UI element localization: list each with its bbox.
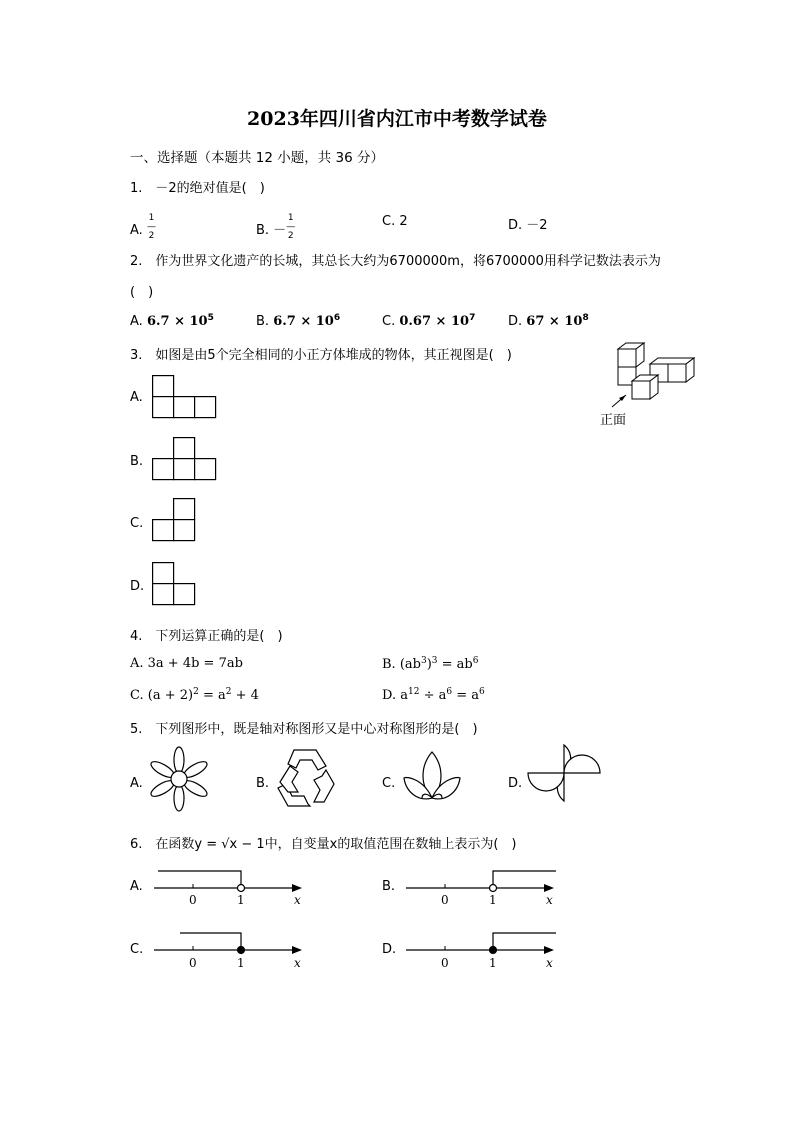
fraction-half: 1 — 2 <box>286 213 296 241</box>
lotus-figure <box>402 750 462 808</box>
question-5: 5. 下列图形中，既是轴对称图形又是中心对称图形的是( ) <box>130 722 478 737</box>
q3-option-d: D. <box>130 579 145 594</box>
tick-0: 0 <box>441 893 449 907</box>
q1-option-a: A. 1 — 2 <box>130 213 156 241</box>
tick-0: 0 <box>441 956 449 970</box>
question-6: 6. 在函数y = √x − 1中，自变量x的取值范围在数轴上表示为( ) <box>130 837 517 852</box>
q1-option-b: B. －1 — 2 <box>256 213 296 241</box>
question-2: 2. 作为世界文化遗产的长城，其总长大约为6700000m，将6700000用科学记数法表示为 <box>130 254 661 269</box>
tick-1: 1 <box>489 893 497 907</box>
numberline-d <box>402 930 562 974</box>
q4-option-a: A. 3a + 4b = 7ab <box>130 656 243 671</box>
q3-option-a: A. <box>130 390 143 405</box>
fraction-half: 1 — 2 <box>146 213 156 241</box>
q6-option-d: D. <box>382 942 397 957</box>
question-1: 1. －2的绝对值是( ) <box>130 181 265 196</box>
cube-stack-figure <box>604 340 694 410</box>
q5-option-d: D. <box>508 776 523 791</box>
tick-1: 1 <box>489 956 497 970</box>
q4-option-c: C. $(a + 2)^2 = a^2 + 4$ <box>130 687 259 703</box>
q6-option-a: A. <box>130 879 143 894</box>
q6-option-b: B. <box>382 879 396 894</box>
q4-option-b: B. $(ab^3)^3 = ab^6$ <box>382 656 479 672</box>
numberline-b <box>402 868 562 912</box>
page-title: 2023年四川省内江市中考数学试卷 <box>247 108 547 130</box>
q3-view-d <box>152 562 198 606</box>
axis-label: x <box>546 893 553 907</box>
numberline-c <box>150 930 310 974</box>
pinwheel-figure <box>528 745 602 801</box>
flower-figure <box>150 748 208 810</box>
q3-view-a <box>152 375 218 419</box>
q1-option-c: C. 2 <box>382 214 408 229</box>
q3-view-c <box>152 498 198 542</box>
q5-option-c: C. <box>382 776 396 791</box>
axis-label: x <box>546 956 553 970</box>
q6-option-c: C. <box>130 942 144 957</box>
q1-option-d: D. －2 <box>508 218 548 233</box>
q3-option-b: B. <box>130 454 144 469</box>
section-heading: 一、选择题（本题共 12 小题，共 36 分） <box>130 150 385 166</box>
q3-option-c: C. <box>130 516 144 531</box>
tick-0: 0 <box>189 893 197 907</box>
axis-label: x <box>294 956 301 970</box>
q2-option-a: A. $6.7 \times 10^5$ <box>130 313 214 329</box>
q4-option-d: D. $a^{12} \div a^6 = a^6$ <box>382 687 485 703</box>
numberline-a <box>150 868 310 912</box>
tick-1: 1 <box>237 893 245 907</box>
question-4: 4. 下列运算正确的是( ) <box>130 629 283 644</box>
axis-label: x <box>294 893 301 907</box>
q5-option-b: B. <box>256 776 270 791</box>
q2-option-c: C. $0.67 \times 10^7$ <box>382 313 476 329</box>
q2-option-b: B. $6.7 \times 10^6$ <box>256 313 341 329</box>
tick-0: 0 <box>189 956 197 970</box>
q3-view-b <box>152 437 218 481</box>
q5-option-a: A. <box>130 776 143 791</box>
recycle-figure <box>274 748 336 808</box>
question-3: 3. 如图是由5个完全相同的小正方体堆成的物体，其正视图是( ) <box>130 348 512 363</box>
front-label: 正面 <box>600 413 627 428</box>
q2-option-d: D. $67 \times 10^8$ <box>508 313 589 329</box>
question-2-cont: ( ) <box>130 285 154 300</box>
tick-1: 1 <box>237 956 245 970</box>
